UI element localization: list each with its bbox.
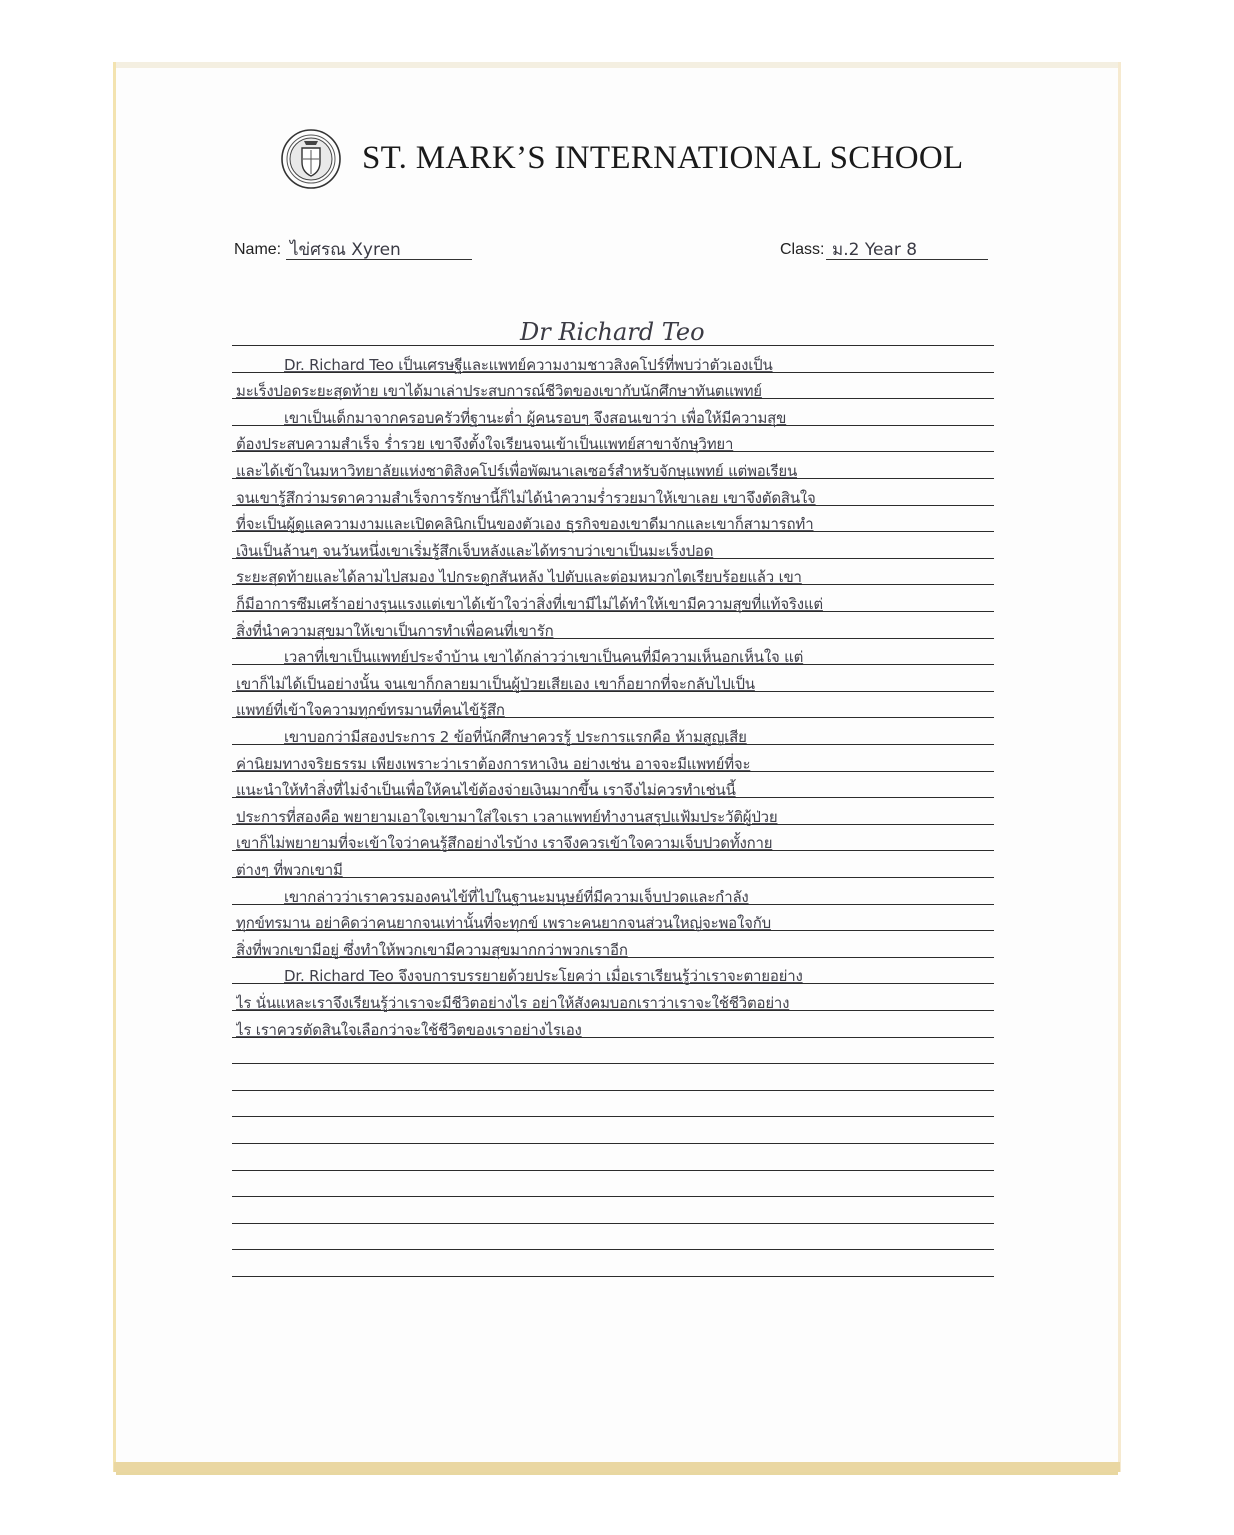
ruled-line — [232, 1170, 994, 1171]
essay-line: Dr. Richard Teo จึงจบการบรรยายด้วยประโยคว่า เมื่อเราเรียนรู้ว่าเราจะตายอย่าง — [284, 967, 803, 986]
essay-line: ทุกข์ทรมาน อย่าคิดว่าคนยากจนเท่านั้นที่จะทุกข์ เพราะคนยากจนส่วนใหญ่จะพอใจกับ — [236, 914, 771, 933]
ruled-line — [232, 1090, 994, 1091]
ruled-line — [232, 345, 994, 346]
essay-line: มะเร็งปอดระยะสุดท้าย เขาได้มาเล่าประสบการณ์ชีวิตของเขากับนักศึกษาทันตแพทย์ — [236, 382, 762, 401]
essay-line: ค่านิยมทางจริยธรรม เพียงเพราะว่าเราต้องการหาเงิน อย่างเช่น อาจจะมีแพทย์ที่จะ — [236, 754, 751, 773]
essay-line: จนเขารู้สึกว่ามรดาความสำเร็จการรักษานี้ก็ไม่ได้นำความร่ำรวยมาให้เขาเลย เขาจึงตัดสินใจ — [236, 488, 816, 507]
essay-line: ระยะสุดท้ายและได้ลามไปสมอง ไปกระดูกสันหลัง ไปตับและต่อมหมวกไตเรียบร้อยแล้ว เขา — [236, 568, 802, 587]
essay-line: เวลาที่เขาเป็นแพทย์ประจำบ้าน เขาได้กล่าวว่าเขาเป็นคนที่มีความเห็นอกเห็นใจ แต่ — [284, 648, 804, 667]
name-value: ไข่ศรณ Xyren — [290, 240, 401, 260]
essay-line: ไร นั่นแหละเราจึงเรียนรู้ว่าเราจะมีชีวิตอย่างไร อย่าให้สังคมบอกเราว่าเราจะใช้ชีวิตอย่าง — [236, 994, 790, 1012]
class-label: Class: — [780, 241, 825, 258]
class-value: ม.2 Year 8 — [832, 240, 918, 260]
ruled-line — [232, 1063, 994, 1064]
essay-line: ประการที่สองคือ พยายามเอาใจเขามาใส่ใจเรา เวลาแพทย์ทำงานสรุปแฟ้มประวัติผู้ป่วย — [236, 807, 778, 826]
essay-line: ต้องประสบความสำเร็จ ร่ำรวย เขาจึงตั้งใจเรียนจนเข้าเป็นแพทย์สาขาจักษุวิทยา — [236, 435, 734, 454]
essay-line: ไร เราควรตัดสินใจเลือกว่าจะใช้ชีวิตของเราอย่างไรเอง — [236, 1020, 582, 1039]
essay-line: และได้เข้าในมหาวิทยาลัยแห่งชาติสิงคโปร์เพื่อพัฒนาเลเซอร์สำหรับจักษุแพทย์ แต่พอเรียน — [236, 462, 798, 480]
essay-line: สิ่งที่นำความสุขมาให้เขาเป็นการทำเพื่อคนที่เขารัก — [236, 621, 554, 640]
ruled-line — [232, 1223, 994, 1224]
essay-line: Dr. Richard Teo เป็นเศรษฐีและแพทย์ความงามชาวสิงคโปร์ที่พบว่าตัวเองเป็น — [284, 355, 773, 374]
school-crest-icon — [280, 128, 342, 190]
name-label: Name: — [234, 241, 282, 258]
scan-top-shade — [116, 62, 1118, 68]
ruled-line — [232, 1276, 994, 1277]
essay-line: แนะนำให้ทำสิ่งที่ไม่จำเป็นเพื่อให้คนไข้ต้องจ่ายเงินมากขึ้น เราจึงไม่ควรทำเช่นนี้ — [236, 781, 736, 800]
essay-line: แพทย์ที่เข้าใจความทุกข์ทรมานที่คนไข้รู้สึก — [236, 701, 505, 720]
school-name: ST. MARK’S INTERNATIONAL SCHOOL — [362, 140, 964, 176]
essay-title: Dr Richard Teo — [520, 318, 705, 346]
ruled-line — [232, 1116, 994, 1117]
ruled-line — [232, 1143, 994, 1144]
essay-line: เงินเป็นล้านๆ จนวันหนึ่งเขาเริ่มรู้สึกเจ็บหลังและได้ทราบว่าเขาเป็นมะเร็งปอด — [236, 541, 714, 560]
ruled-line — [232, 1196, 994, 1197]
essay-line: เขากล่าวว่าเราควรมองคนไข้ที่ไปในฐานะมนุษย์ที่มีความเจ็บปวดและกำลัง — [284, 887, 749, 906]
essay-line: เขาบอกว่ามีสองประการ 2 ข้อที่นักศึกษาควรรู้ ประการแรกคือ ห้ามสูญเสีย — [284, 728, 747, 746]
essay-line: เขาเป็นเด็กมาจากครอบครัวที่ฐานะต่ำ ผู้คนรอบๆ จึงสอนเขาว่า เพื่อให้มีความสุข — [284, 408, 787, 427]
essay-line: ต่างๆ ที่พวกเขามี — [236, 861, 343, 879]
ruled-line — [232, 1249, 994, 1250]
essay-line: ก็มีอาการซึมเศร้าอย่างรุนแรงแต่เขาได้เข้าใจว่าสิ่งที่เขามีไม่ได้ทำให้เขามีความสุขที่แท้จริงแต่ — [236, 595, 823, 613]
scan-bottom-edge — [114, 1462, 1120, 1472]
essay-line: เขาก็ไม่พยายามที่จะเข้าใจว่าคนรู้สึกอย่างไรบ้าง เราจึงควรเข้าใจความเจ็บปวดทั้งกาย — [236, 834, 773, 853]
essay-line: เขาก็ไม่ได้เป็นอย่างนั้น จนเขาก็กลายมาเป็นผู้ป่วยเสียเอง เขาก็อยากที่จะกลับไปเป็น — [236, 674, 755, 693]
essay-line: ที่จะเป็นผู้ดูแลความงามและเปิดคลินิกเป็นของตัวเอง ธุรกิจของเขาดีมากและเขาก็สามารถทำ — [236, 515, 814, 534]
essay-line: สิ่งที่พวกเขามีอยู่ ซึ่งทำให้พวกเขามีความสุขมากกว่าพวกเราอีก — [236, 940, 628, 959]
